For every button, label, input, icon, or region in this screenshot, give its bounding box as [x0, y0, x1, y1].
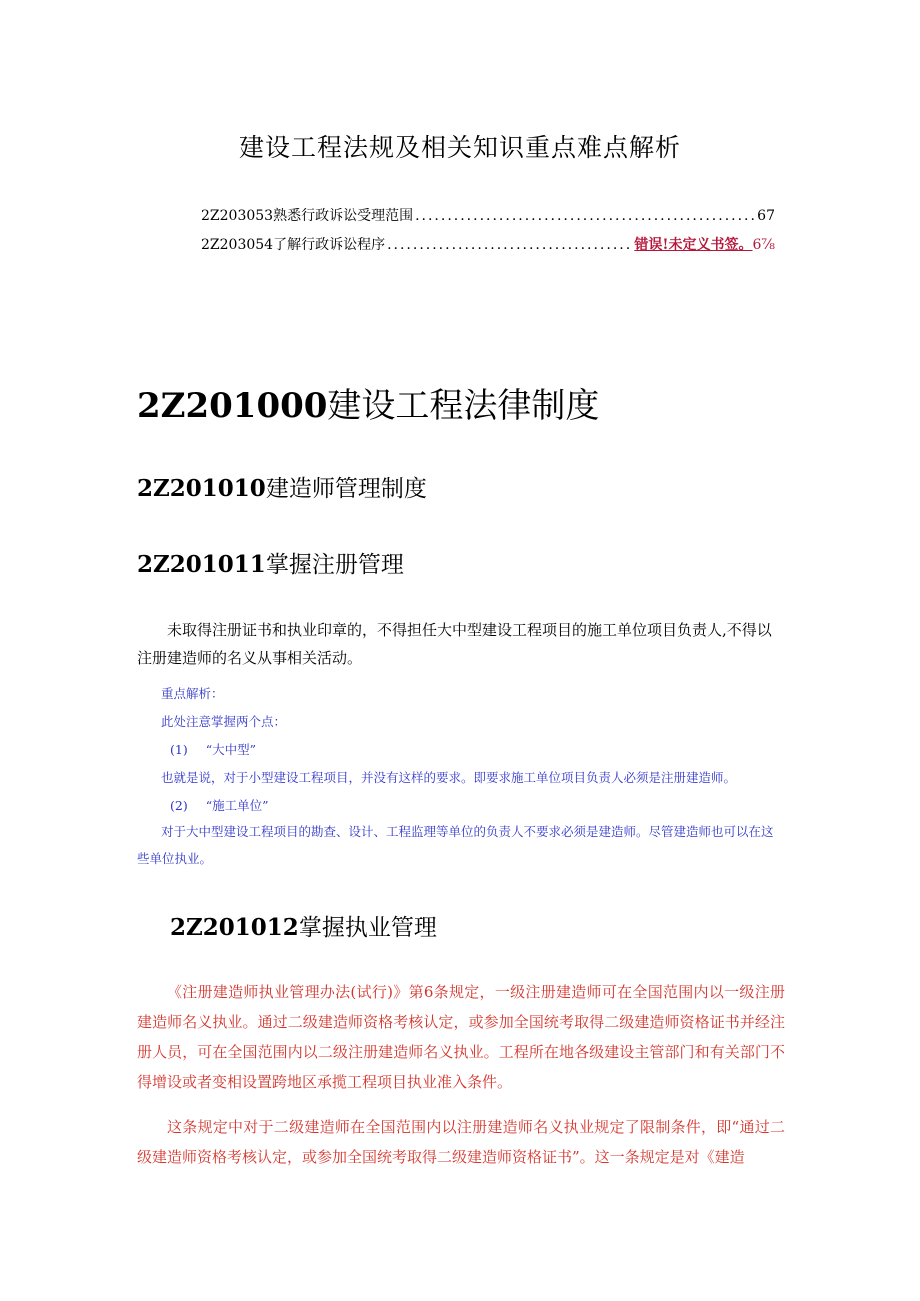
analysis-point-text: 也就是说，对于小型建设工程项目，并没有这样的要求。即要求施工单位项目负责人必须是注册建造师。	[161, 770, 737, 785]
subsection-code: 2Z201011	[137, 551, 266, 578]
chapter-heading	[137, 378, 599, 427]
analysis-point	[170, 796, 268, 814]
section-title: 建造师管理制度	[265, 476, 427, 502]
chapter-title: 建设工程法律制度	[327, 386, 600, 426]
toc-leader-dots	[387, 237, 632, 253]
toc-entry-label: 2Z203054了解行政诉讼程序	[201, 237, 386, 253]
subsection-heading	[170, 909, 437, 942]
body-paragraph: 未取得注册证书和执业印章的，不得担任大中型建设工程项目的施工单位项目负责人,不得以注册建造师的名义从事相关活动。	[137, 621, 772, 667]
toc-entry-label: 2Z203053熟悉行政诉讼受理范围	[201, 208, 414, 224]
subsection-heading	[137, 546, 404, 579]
section-heading	[137, 470, 427, 503]
toc-entry-page: 67	[757, 208, 775, 224]
subsection-code: 2Z201012	[170, 914, 299, 941]
analysis-point-text: 对于大中型建设工程项目的勘查、设计、工程监理等单位的负责人不要求必须是建造师。尽管建造师也可以在这些单位执业。	[137, 824, 774, 866]
document-title: 建设工程法规及相关知识重点难点解析	[238, 133, 681, 162]
toc-entry[interactable]	[201, 205, 775, 225]
toc-bookmark-error: 错误!未定义书签。	[634, 237, 753, 253]
point-title: “施工单位”	[205, 798, 269, 813]
subsection-title: 掌握注册管理	[265, 552, 404, 578]
red-paragraph: 这条规定中对于二级建造师在全国范围内以注册建造师名义执业规定了限制条件，即“通过二级建造师资格考核认定，或参加全国统考取得二级建造师资格证书”。这一条规定是对《建造	[137, 1118, 785, 1166]
point-number: (1)	[170, 742, 188, 757]
point-title: “大中型”	[205, 742, 256, 757]
toc-entry-page: 6⅞	[752, 237, 775, 253]
point-number: (2)	[170, 798, 188, 813]
toc-entry[interactable]	[201, 234, 775, 254]
red-paragraph: 《注册建造师执业管理办法(试行)》第6条规定，一级注册建造师可在全国范围内以一级注册建造师名义执业。通过二级建造师资格考核认定，或参加全国统考取得二级建造师资格证书并经注册人员，可在全国范围内以二级注册建造师名义执业。工程所在地各级建设主管部门和有关部门不得增设或者变相设置跨地区承揽工程项目执业准入条件。	[137, 983, 785, 1091]
analysis-point	[170, 740, 256, 758]
section-code: 2Z201010	[137, 475, 266, 502]
analysis-label: 重点解析：	[161, 686, 224, 701]
subsection-title: 掌握执业管理	[298, 915, 437, 941]
toc-leader-dots	[415, 208, 755, 224]
analysis-intro: 此处注意掌握两个点：	[161, 714, 287, 729]
chapter-code: 2Z201000	[137, 386, 328, 426]
